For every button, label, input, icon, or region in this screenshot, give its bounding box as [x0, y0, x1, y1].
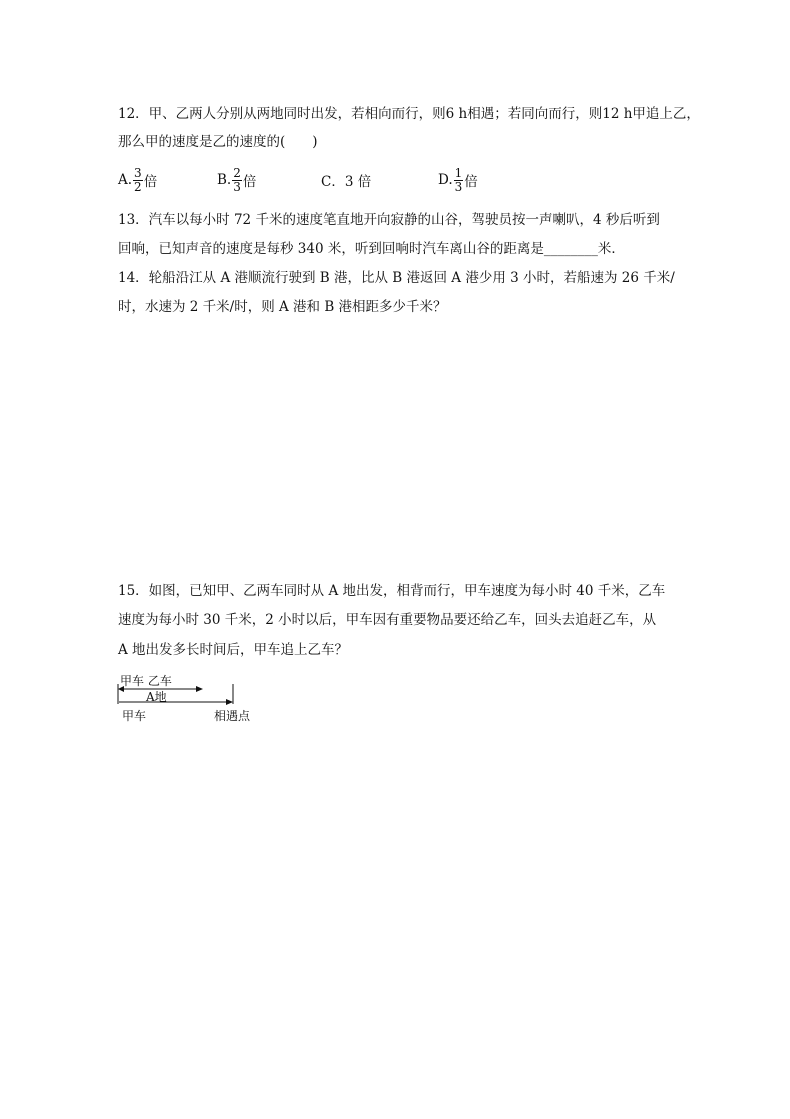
- q12-options: [118, 162, 678, 198]
- q15-line-3: A 地出发多长时间后，甲车追上乙车？: [118, 642, 349, 658]
- option-c-text: 3 倍: [344, 174, 372, 190]
- q13-line-1: 13．汽车以每小时 72 千米的速度笔直地开向寂静的山谷，驾驶员按一声喇叭，4 秒后听到: [118, 212, 660, 228]
- option-d-denominator: 3: [454, 179, 463, 194]
- option-a-numerator: 3: [134, 165, 142, 180]
- figure-meeting-point-label: 相遇点: [214, 709, 251, 723]
- option-d-label: D.: [438, 172, 453, 188]
- q13-line-2: 回响，已知声音的速度是每秒 340 米，听到回响时汽车离山谷的距离是________米．: [118, 241, 625, 257]
- figure-car-a-label: 甲车: [122, 709, 147, 723]
- option-d-suffix: 倍: [464, 174, 478, 190]
- option-d: [438, 162, 478, 198]
- option-a-label: A.: [118, 172, 133, 188]
- option-c-label: C．: [321, 174, 345, 190]
- option-b: [217, 162, 256, 198]
- car-b-arrowhead: [196, 686, 203, 692]
- q15-line-1: 15．如图，已知甲、乙两车同时从 A 地出发，相背而行，甲车速度为每小时 40 千米，乙车: [118, 583, 666, 599]
- option-b-suffix: 倍: [242, 174, 257, 190]
- figure-top-label: 甲车 乙车: [120, 674, 172, 688]
- q14-line-2: 时，水速为 2 千米/时，则 A 港和 B 港相距多少千米？: [118, 299, 447, 315]
- option-d-numerator: 1: [454, 165, 463, 180]
- q15-line-2: 速度为每小时 30 千米，2 小时以后，甲车因有重要物品要还给乙车，回头去追赶乙车，从: [118, 612, 657, 628]
- option-d-fraction: [454, 167, 464, 194]
- q12-line-2: 那么甲的速度是乙的速度的( ): [118, 134, 318, 150]
- option-c: [321, 162, 371, 198]
- q12-line-1: 12．甲、乙两人分别从两地同时出发，若相向而行，则6 h相遇；若同向而行，则12 h甲追上乙，: [118, 106, 700, 122]
- option-b-denominator: 3: [233, 179, 241, 194]
- car-a-arrowhead-right: [226, 699, 233, 705]
- option-b-fraction: [232, 167, 242, 194]
- option-b-label: B.: [217, 172, 232, 188]
- option-a-denominator: 2: [134, 179, 142, 194]
- option-a: [118, 162, 157, 198]
- q14-line-1: 14．轮船沿江从 A 港顺流行驶到 B 港，比从 B 港返回 A 港少用 3 小时，若船速为 26 千米/: [118, 270, 675, 286]
- option-a-suffix: 倍: [143, 174, 158, 190]
- motion-diagram: [116, 674, 276, 730]
- figure-a-label: A地: [146, 690, 167, 704]
- option-a-fraction: [133, 167, 143, 194]
- option-b-numerator: 2: [233, 165, 241, 180]
